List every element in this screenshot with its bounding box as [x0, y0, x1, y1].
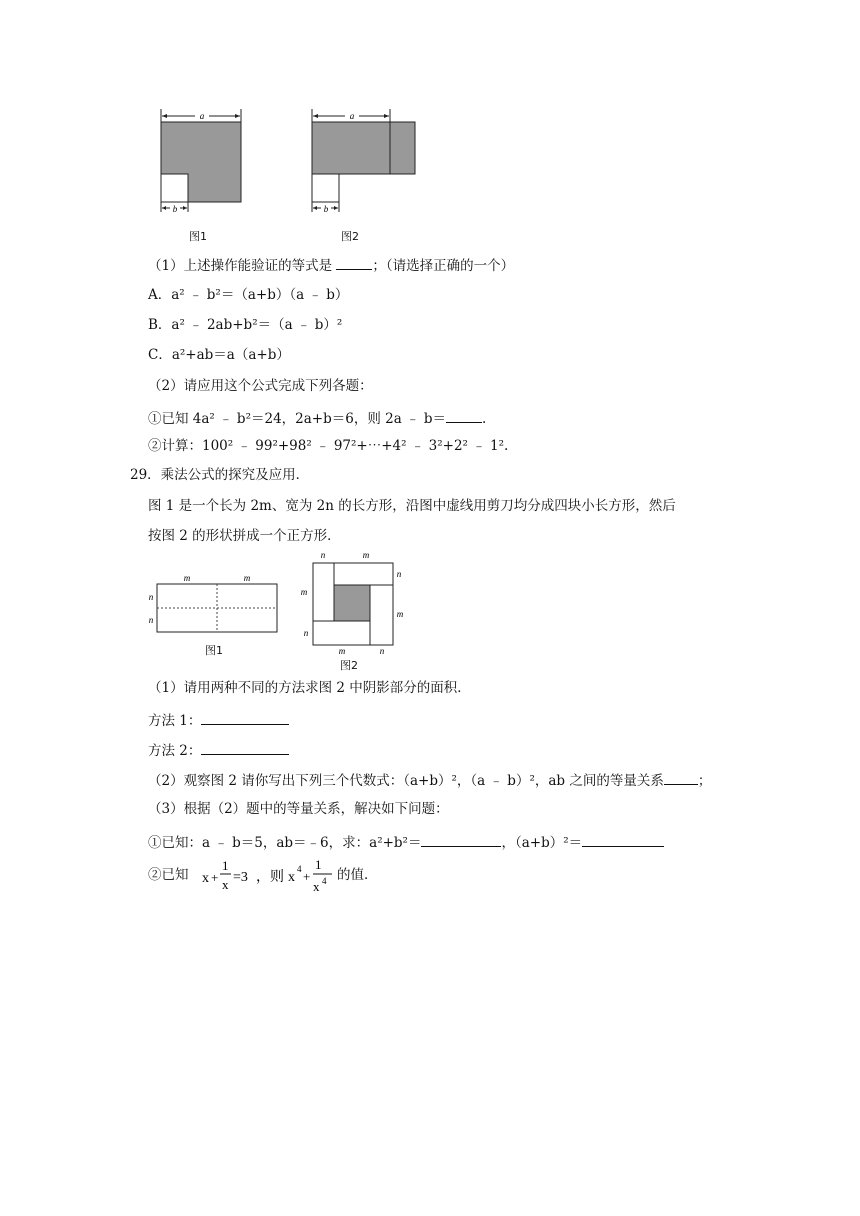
q29-item1-mid: ，（a+b）²＝ [501, 835, 583, 851]
q1-part2: （2）请应用这个公式完成下列各题： [148, 378, 373, 394]
option-c: C．a²+ab＝a（a+b） [148, 347, 290, 363]
method2-label: 方法 2： [148, 743, 202, 759]
top-figure-1 [150, 104, 250, 214]
answer-blank[interactable] [201, 710, 289, 725]
q1-part1-text: （1）上述操作能验证的等式是 [148, 258, 337, 274]
answer-blank[interactable] [201, 740, 289, 755]
fig2-caption: 图2 [341, 230, 359, 243]
label-m: m [396, 609, 404, 619]
label-n: n [148, 615, 154, 625]
q1-part1 [148, 255, 514, 275]
q1-item1-end: . [482, 411, 487, 427]
q29-title: 29．乘法公式的探究及应用． [130, 467, 310, 483]
frac-x: x [222, 877, 229, 892]
q29-method1 [148, 710, 289, 730]
label-m: m [338, 646, 346, 656]
label-m: m [183, 573, 191, 583]
q29-sub1: （1）请用两种不同的方法求图 2 中阴影部分的面积． [148, 680, 471, 696]
fig1-caption: 图1 [189, 230, 207, 243]
q29-desc-line2: 按图 2 的形状拼成一个正方形． [148, 528, 341, 544]
option-a: A．a² ﹣ b²＝（a+b）（a ﹣ b） [148, 287, 349, 303]
q29-desc-line1: 图 1 是一个长为 2m、宽为 2n 的长方形，沿图中虚线用剪刀均分成四块小长方形，然后 [148, 498, 676, 514]
q29-item2-suffix: 的值． [337, 867, 378, 883]
option-b: B．a² ﹣ 2ab+b²＝（a ﹣ b）² [148, 317, 343, 333]
label-a: a [199, 111, 205, 121]
q29-fig1-caption: 图1 [205, 644, 223, 657]
method1-label: 方法 1： [148, 713, 202, 729]
label-b: b [172, 204, 178, 214]
label-m: m [362, 550, 370, 560]
label-b: b [323, 204, 329, 214]
label-n: n [303, 628, 309, 638]
then-word: ，则 [256, 870, 284, 885]
label-a: a [349, 111, 355, 121]
q29-figure-2 [296, 548, 412, 656]
q29-method2 [148, 740, 289, 760]
eq-three: =3 [233, 870, 248, 885]
q29-item1-text: ①已知：a ﹣ b＝5，ab＝﹣6，求：a²+b²＝ [148, 835, 422, 851]
q1-item1 [148, 408, 486, 428]
label-n: n [396, 569, 402, 579]
q29-item1 [148, 832, 664, 852]
q29-item2-prefix: ②已知 [148, 867, 189, 883]
exp-4: 4 [297, 864, 302, 874]
label-n: n [148, 592, 154, 602]
answer-blank[interactable] [336, 255, 372, 270]
q29-sub2 [148, 770, 711, 790]
label-m: m [300, 587, 308, 597]
svg-text:+: + [303, 869, 311, 884]
label-n: n [320, 550, 326, 560]
q29-sub2-end: ； [697, 773, 712, 789]
q1-part1-suffix: ；（请选择正确的一个） [372, 258, 515, 274]
answer-blank[interactable] [582, 832, 664, 847]
q1-item1-text: ①已知 4a² ﹣ b²＝24，2a+b＝6，则 2a ﹣ b＝ [148, 411, 446, 427]
var-x4: x [288, 870, 295, 885]
svg-text:+: + [211, 870, 219, 885]
label-n: n [379, 646, 385, 656]
top-figure-2 [302, 104, 422, 214]
answer-blank[interactable] [421, 832, 501, 847]
q1-item2: ②计算：100² ﹣ 99²+98² ﹣ 97²+⋯+4² ﹣ 3²+2² ﹣ 1². [148, 438, 509, 454]
q29-item2 [148, 866, 189, 884]
answer-blank[interactable] [446, 408, 482, 423]
frac-one: 1 [315, 857, 322, 872]
answer-blank[interactable] [664, 770, 698, 785]
frac-x4: x [313, 879, 320, 894]
var-x: x [202, 871, 209, 886]
q29-figure-1 [144, 570, 284, 640]
q29-sub2-text: （2）观察图 2 请你写出下列三个代数式：（a+b）²，（a ﹣ b）²，ab 之间的等量关系 [148, 773, 664, 789]
label-m: m [243, 573, 251, 583]
exp-4: 4 [322, 876, 327, 886]
frac-one: 1 [222, 858, 229, 873]
q29-item2-formula [200, 852, 360, 898]
q29-sub3: （3）根据（2）题中的等量关系，解决如下问题： [148, 801, 449, 817]
q29-fig2-caption: 图2 [340, 659, 358, 672]
